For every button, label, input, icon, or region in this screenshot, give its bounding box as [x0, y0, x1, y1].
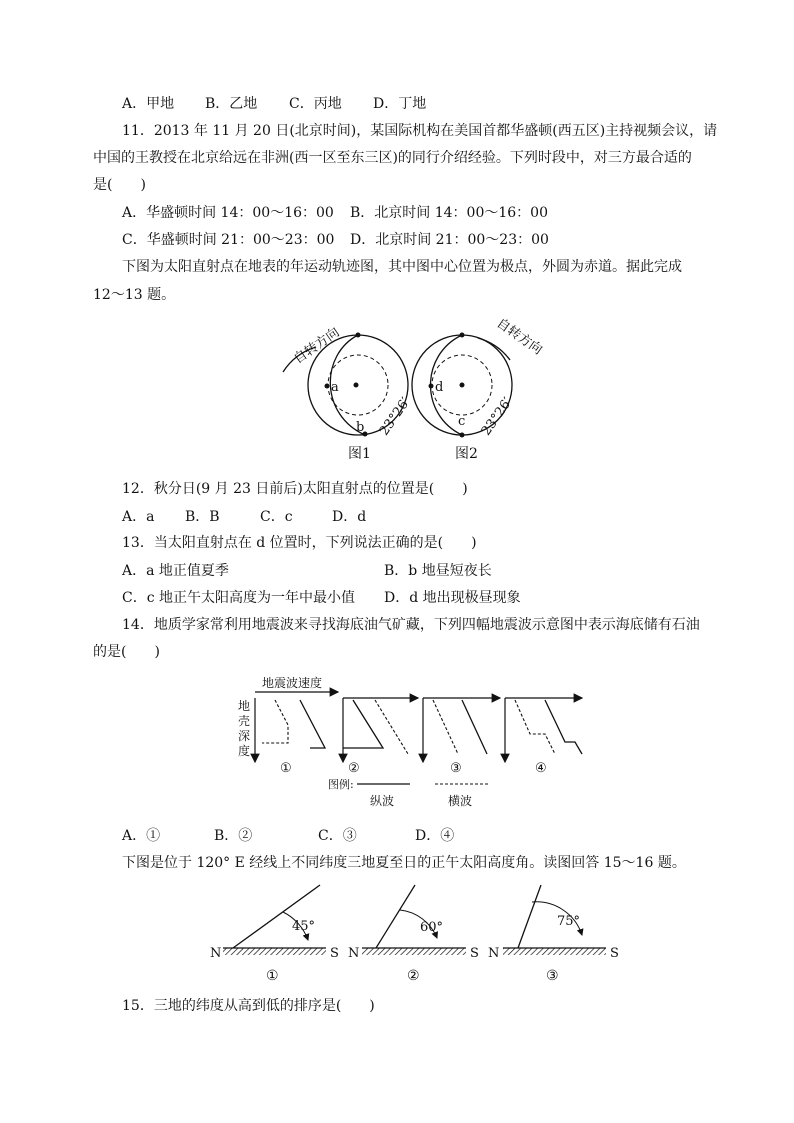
legend-s-wave: 横波: [448, 794, 473, 808]
q13-stem: 13．当太阳直射点在 d 位置时，下列说法正确的是( ): [122, 535, 477, 551]
north-label-2: N: [348, 946, 360, 961]
rotation-label-fig2: 自转方向: [493, 315, 545, 359]
intro-12-13-line2: 12～13 题。: [93, 287, 176, 303]
caption-fig1: 图1: [348, 446, 371, 462]
angle-value-3: 75°: [557, 914, 581, 929]
rotation-arrow-fig2: [478, 338, 510, 360]
pole-point-fig2: [460, 383, 465, 388]
ground-1: [223, 948, 326, 955]
label-a: a: [331, 380, 339, 395]
panel-label-4: ④: [535, 761, 547, 776]
point-a: [325, 384, 330, 389]
figure-1: [283, 325, 414, 462]
s-wave-line-2: [375, 700, 408, 754]
speed-axis-label: 地震波速度: [262, 676, 323, 690]
q14-option-a: A．①: [122, 828, 161, 844]
south-label-2: S: [470, 946, 479, 961]
figure-2: [412, 316, 545, 462]
panel-label-sun-1: ①: [266, 968, 279, 984]
depth-char-1: 地: [238, 699, 251, 713]
pole-point-fig1: [354, 383, 359, 388]
panel-label-1: ①: [280, 761, 292, 776]
sun-angle-panel-2: [348, 885, 479, 984]
q12-option-c: C．c: [260, 509, 293, 525]
q14-option-c: C．③: [318, 828, 357, 844]
sun-angle-panel-1: [210, 885, 339, 984]
q10-option-d: D．丁地: [373, 96, 427, 112]
p-wave-line-1: [300, 700, 325, 748]
angle-value-2: 60°: [420, 920, 444, 935]
q11-option-b: B．北京时间 14：00～16：00: [350, 205, 548, 221]
point-d: [429, 384, 434, 389]
p-wave-line-3: [462, 700, 487, 754]
q11-option-c: C．华盛顿时间 21：00～23：00: [122, 232, 335, 248]
q11-option-d: D．北京时间 21：00～23：00: [350, 232, 549, 248]
seismic-wave-figure: [0, 670, 794, 820]
panel-label-sun-3: ③: [546, 968, 559, 984]
sun-ray-3: [518, 885, 541, 948]
q12-option-a: A．a: [122, 509, 155, 525]
legend-p-wave: 纵波: [370, 794, 395, 808]
south-label-1: S: [330, 946, 339, 961]
seismic-panel-3: [423, 698, 500, 776]
q11-stem-line3: 是( ): [93, 177, 146, 193]
q14-stem-line2: 的是( ): [93, 644, 160, 660]
sun-angle-figure: [0, 880, 794, 985]
sun-trajectory-figure: [0, 310, 794, 470]
angle-label-fig1: 23°26′: [376, 395, 414, 439]
panel-label-2: ②: [348, 761, 360, 776]
panel-label-sun-2: ②: [407, 968, 420, 984]
north-label-3: N: [488, 946, 500, 961]
s-wave-line-3: [433, 700, 458, 754]
q13-option-c: C．c 地正午太阳高度为一年中最小值: [122, 590, 356, 606]
caption-fig2: 图2: [455, 446, 478, 462]
q10-option-c: C．丙地: [289, 96, 342, 112]
ground-2: [362, 948, 466, 955]
angle-label-fig2: 23°26′: [478, 395, 516, 439]
angle-value-1: 45°: [292, 919, 316, 934]
label-c: c: [458, 414, 466, 429]
q14-stem-line1: 14．地质学家常利用地震波来寻找海底油气矿藏，下列四幅地震波示意图中表示海底储有石油: [122, 617, 700, 633]
seismic-legend: [328, 777, 490, 808]
q12-option-b: B．B: [185, 509, 220, 525]
north-label-1: N: [210, 946, 222, 961]
depth-char-4: 度: [238, 744, 251, 758]
label-d: d: [435, 380, 444, 395]
sun-ray-2: [376, 885, 415, 948]
q13-option-a: A．a 地正值夏季: [122, 563, 229, 579]
s-wave-line-1: [262, 700, 288, 743]
top-point-fig2: [460, 333, 465, 338]
seismic-panel-4: [505, 698, 582, 776]
q13-option-b: B．b 地昼短夜长: [384, 563, 492, 579]
point-c: [460, 433, 465, 438]
q13-option-d: D．d 地出现极昼现象: [384, 590, 521, 606]
q14-option-b: B．②: [214, 828, 253, 844]
q12-option-d: D．d: [332, 509, 367, 525]
q10-option-a: A．甲地: [122, 96, 175, 112]
depth-char-3: 深: [238, 729, 251, 743]
q11-stem-line1: 11．2013 年 11 月 20 日(北京时间)，某国际机构在美国首都华盛顿(西五区)主持视频会议，请: [122, 123, 718, 139]
ground-3: [503, 948, 606, 955]
south-label-3: S: [610, 946, 619, 961]
depth-char-2: 壳: [238, 714, 251, 728]
rotation-label-fig1: 自转方向: [291, 325, 343, 368]
q15-stem: 15．三地的纬度从高到低的排序是( ): [122, 998, 375, 1014]
sun-angle-panel-3: [488, 885, 619, 984]
panel-label-3: ③: [450, 761, 462, 776]
seismic-panel-1: [255, 698, 325, 776]
intro-15-16: 下图是位于 120° E 经线上不同纬度三地夏至日的正午太阳高度角。读图回答 15～16 题。: [122, 855, 686, 871]
label-b: b: [356, 420, 365, 435]
q10-option-b: B．乙地: [205, 96, 258, 112]
intro-12-13-line1: 下图为太阳直射点在地表的年运动轨迹图，其中图中心位置为极点，外圆为赤道。据此完成: [122, 259, 682, 275]
q11-option-a: A．华盛顿时间 14：00～16：00: [122, 205, 334, 221]
q14-option-d: D．④: [415, 828, 455, 844]
q11-stem-line2: 中国的王教授在北京给远在非洲(西一区至东三区)的同行介绍经验。下列时段中，对三方最合适的: [93, 150, 692, 166]
legend-title: 图例:: [328, 778, 354, 791]
q12-stem: 12．秋分日(9 月 23 日前后)太阳直射点的位置是( ): [122, 481, 468, 497]
seismic-panel-2: [343, 698, 418, 776]
p-wave-line-2: [343, 700, 383, 748]
top-point-fig1: [356, 333, 361, 338]
